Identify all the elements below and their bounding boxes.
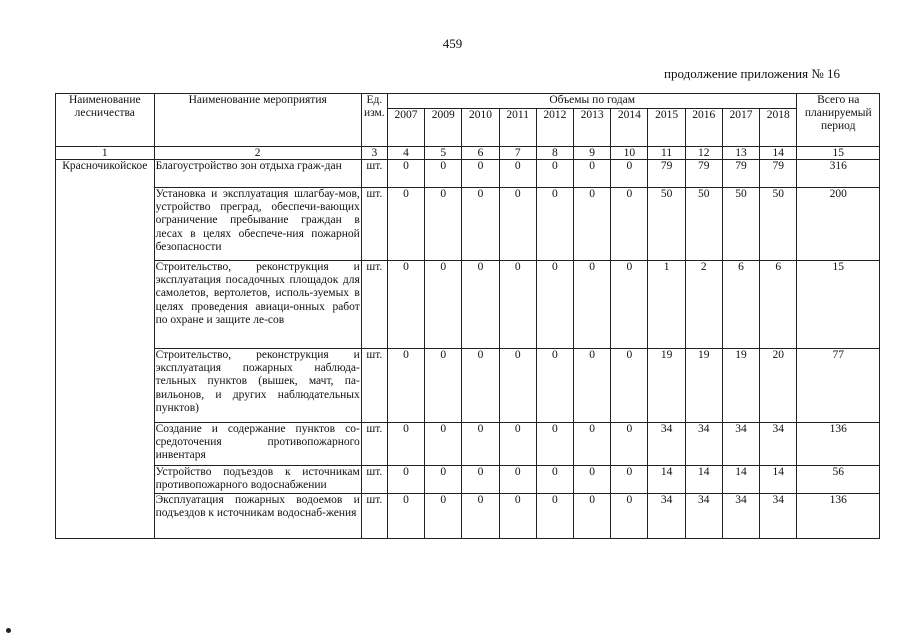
- value-cell: 19: [722, 349, 759, 423]
- activity-name: Эксплуатация пожарных водоемов и подъездов к источникам водоснаб-жения: [154, 494, 361, 539]
- value-cell: 0: [462, 466, 499, 494]
- column-number: 7: [499, 147, 536, 160]
- value-cell: 34: [685, 423, 722, 466]
- value-cell: 0: [499, 494, 536, 539]
- value-cell: 0: [611, 466, 648, 494]
- value-cell: 14: [685, 466, 722, 494]
- value-cell: 0: [425, 494, 462, 539]
- header-volumes: Объемы по годам: [387, 94, 797, 109]
- unit-cell: шт.: [361, 466, 387, 494]
- value-cell: 0: [425, 188, 462, 261]
- value-cell: 19: [685, 349, 722, 423]
- value-cell: 0: [499, 188, 536, 261]
- value-cell: 0: [536, 349, 573, 423]
- total-cell: 15: [797, 261, 880, 349]
- value-cell: 0: [611, 423, 648, 466]
- value-cell: 34: [760, 423, 797, 466]
- column-number: 9: [574, 147, 611, 160]
- column-number: 14: [760, 147, 797, 160]
- value-cell: 6: [722, 261, 759, 349]
- column-number: 10: [611, 147, 648, 160]
- column-number: 12: [685, 147, 722, 160]
- value-cell: 0: [425, 261, 462, 349]
- value-cell: 79: [648, 160, 685, 188]
- column-number: 8: [536, 147, 573, 160]
- value-cell: 79: [722, 160, 759, 188]
- activity-name: Создание и содержание пунктов со-средоточения противопожарного инвентаря: [154, 423, 361, 466]
- value-cell: 0: [574, 466, 611, 494]
- value-cell: 0: [536, 261, 573, 349]
- value-cell: 34: [648, 494, 685, 539]
- value-cell: 50: [722, 188, 759, 261]
- year-header: 2011: [499, 109, 536, 147]
- unit-cell: шт.: [361, 494, 387, 539]
- total-cell: 316: [797, 160, 880, 188]
- value-cell: 0: [387, 261, 424, 349]
- total-cell: 136: [797, 494, 880, 539]
- bullet-mark: [6, 628, 11, 633]
- activities-table: [55, 93, 880, 539]
- value-cell: 0: [611, 188, 648, 261]
- value-cell: 0: [499, 160, 536, 188]
- value-cell: 0: [574, 188, 611, 261]
- value-cell: 0: [536, 494, 573, 539]
- value-cell: 0: [462, 349, 499, 423]
- forestry-name: Красночикойское: [56, 160, 155, 539]
- header-activity: Наименование мероприятия: [154, 94, 361, 147]
- value-cell: 14: [648, 466, 685, 494]
- value-cell: 79: [760, 160, 797, 188]
- column-number: 4: [387, 147, 424, 160]
- value-cell: 20: [760, 349, 797, 423]
- year-header: 2016: [685, 109, 722, 147]
- unit-cell: шт.: [361, 160, 387, 188]
- value-cell: 0: [425, 349, 462, 423]
- value-cell: 0: [462, 423, 499, 466]
- value-cell: 14: [722, 466, 759, 494]
- value-cell: 50: [760, 188, 797, 261]
- table-row: [56, 466, 880, 494]
- value-cell: 0: [462, 261, 499, 349]
- value-cell: 0: [462, 494, 499, 539]
- value-cell: 6: [760, 261, 797, 349]
- unit-cell: шт.: [361, 188, 387, 261]
- value-cell: 0: [499, 466, 536, 494]
- value-cell: 0: [387, 494, 424, 539]
- value-cell: 34: [722, 423, 759, 466]
- value-cell: 0: [387, 160, 424, 188]
- table-row: [56, 188, 880, 261]
- value-cell: 0: [574, 261, 611, 349]
- value-cell: 34: [722, 494, 759, 539]
- year-header: 2018: [760, 109, 797, 147]
- value-cell: 0: [425, 423, 462, 466]
- page-number: 459: [442, 36, 463, 51]
- value-cell: 0: [611, 349, 648, 423]
- table-row: [56, 261, 880, 349]
- value-cell: 34: [685, 494, 722, 539]
- value-cell: 0: [574, 423, 611, 466]
- value-cell: 0: [387, 466, 424, 494]
- value-cell: 0: [611, 261, 648, 349]
- table-row: [56, 160, 880, 188]
- value-cell: 0: [536, 423, 573, 466]
- value-cell: 0: [574, 160, 611, 188]
- value-cell: 34: [648, 423, 685, 466]
- header-total: Всего на планируемый период: [797, 94, 880, 147]
- column-number: 2: [154, 147, 361, 160]
- total-cell: 77: [797, 349, 880, 423]
- value-cell: 50: [648, 188, 685, 261]
- activity-name: Устройство подъездов к источникам противопожарного водоснабжении: [154, 466, 361, 494]
- activity-name: Строительство, реконструкция и эксплуатация пожарных наблюда-тельных пунктов (вышек, мачт, па-вильонов, и других наблюдательных пунктов): [154, 349, 361, 423]
- value-cell: 0: [499, 423, 536, 466]
- year-header: 2017: [722, 109, 759, 147]
- value-cell: 0: [536, 160, 573, 188]
- value-cell: 0: [387, 188, 424, 261]
- continuation-note: продолжение приложения № 16: [664, 66, 840, 81]
- value-cell: 0: [536, 466, 573, 494]
- total-cell: 200: [797, 188, 880, 261]
- unit-cell: шт.: [361, 349, 387, 423]
- column-number: 1: [56, 147, 155, 160]
- value-cell: 0: [462, 160, 499, 188]
- value-cell: 0: [499, 349, 536, 423]
- value-cell: 0: [387, 349, 424, 423]
- activity-name: Благоустройство зон отдыха граж-дан: [154, 160, 361, 188]
- value-cell: 0: [574, 494, 611, 539]
- activity-name: Установка и эксплуатация шлагбау-мов, устройство преград, обеспечи-вающих ограничение пребывание граждан в лесах в целях обеспече-ния пожарной безопасности: [154, 188, 361, 261]
- year-header: 2009: [425, 109, 462, 147]
- year-header: 2015: [648, 109, 685, 147]
- column-number: 15: [797, 147, 880, 160]
- value-cell: 0: [574, 349, 611, 423]
- activity-name: Строительство, реконструкция и эксплуатация посадочных площадок для самолетов, вертолетов, исполь-зуемых в целях проведения авиаци-онных работ по охране и защите ле-сов: [154, 261, 361, 349]
- unit-cell: шт.: [361, 261, 387, 349]
- value-cell: 34: [760, 494, 797, 539]
- table-row: [56, 349, 880, 423]
- value-cell: 0: [425, 160, 462, 188]
- value-cell: 0: [387, 423, 424, 466]
- total-cell: 136: [797, 423, 880, 466]
- table-row: [56, 423, 880, 466]
- year-header: 2012: [536, 109, 573, 147]
- year-header: 2013: [574, 109, 611, 147]
- unit-cell: шт.: [361, 423, 387, 466]
- header-forestry: Наименование лесничества: [56, 94, 155, 147]
- value-cell: 50: [685, 188, 722, 261]
- value-cell: 0: [536, 188, 573, 261]
- value-cell: 1: [648, 261, 685, 349]
- column-number: 6: [462, 147, 499, 160]
- value-cell: 0: [499, 261, 536, 349]
- value-cell: 0: [462, 188, 499, 261]
- value-cell: 2: [685, 261, 722, 349]
- column-number: 13: [722, 147, 759, 160]
- value-cell: 0: [611, 494, 648, 539]
- total-cell: 56: [797, 466, 880, 494]
- column-number: 3: [361, 147, 387, 160]
- year-header: 2010: [462, 109, 499, 147]
- value-cell: 0: [425, 466, 462, 494]
- column-number: 5: [425, 147, 462, 160]
- year-header: 2014: [611, 109, 648, 147]
- value-cell: 14: [760, 466, 797, 494]
- column-number: 11: [648, 147, 685, 160]
- year-header: 2007: [387, 109, 424, 147]
- header-unit: Ед. изм.: [361, 94, 387, 147]
- value-cell: 79: [685, 160, 722, 188]
- value-cell: 19: [648, 349, 685, 423]
- table-row: [56, 494, 880, 539]
- value-cell: 0: [611, 160, 648, 188]
